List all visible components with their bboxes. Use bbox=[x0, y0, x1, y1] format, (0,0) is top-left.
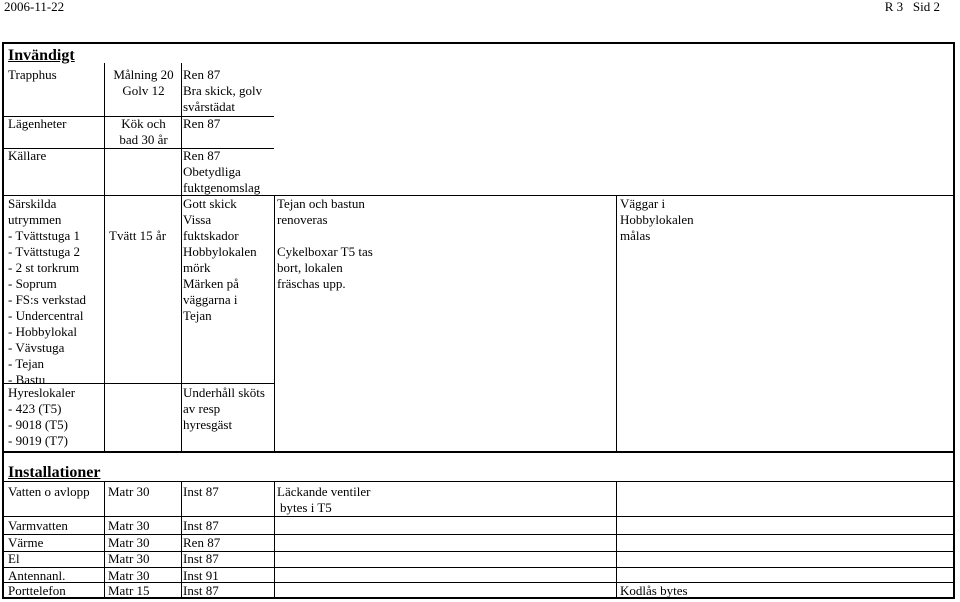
cell-line: utrymmen bbox=[8, 212, 62, 227]
column-divider bbox=[274, 481, 275, 599]
room-name-hyreslokaler bbox=[8, 385, 75, 449]
column-divider bbox=[104, 63, 105, 451]
cell-line: Särskilda bbox=[8, 196, 57, 211]
section-title-installationer: Installationer bbox=[8, 464, 101, 481]
column-divider bbox=[616, 481, 617, 599]
installation-name: Porttelefon bbox=[8, 583, 66, 598]
cell-line: Underhåll sköts bbox=[183, 385, 265, 400]
installation-material: Matr 30 bbox=[108, 518, 150, 533]
room-name-sarskilda-utrymmen bbox=[8, 196, 86, 388]
section-divider bbox=[4, 451, 955, 453]
cell-line: Ren 87 bbox=[183, 116, 221, 131]
lagenheter-condition bbox=[183, 116, 220, 132]
cell-line: fuktgenomslag bbox=[183, 180, 261, 195]
cell-line: Bra skick, golv bbox=[183, 83, 263, 98]
cell-line: Obetydliga bbox=[183, 164, 241, 179]
row-divider bbox=[4, 383, 274, 384]
cell-line: Vissa bbox=[183, 212, 212, 227]
installation-material: Matr 30 bbox=[108, 568, 150, 583]
installation-status: Inst 87 bbox=[183, 583, 219, 598]
cell-line: - 423 (T5) bbox=[8, 401, 62, 416]
cell-line: Väggar i bbox=[620, 196, 666, 211]
cell-line: Gott skick bbox=[183, 196, 237, 211]
cell-line: bort, lokalen bbox=[277, 260, 343, 275]
cell-line: Hyreslokaler bbox=[8, 385, 76, 400]
cell-line: Ren 87 bbox=[183, 148, 221, 163]
installation-name: Antennanl. bbox=[8, 568, 66, 583]
installation-status: Ren 87 bbox=[183, 535, 221, 550]
column-divider bbox=[616, 195, 617, 451]
cell-line: - 2 st torkrum bbox=[8, 260, 80, 275]
section-title-invandigt: Invändigt bbox=[8, 47, 75, 64]
cell-line: - Undercentral bbox=[8, 308, 84, 323]
cell-line: Hobbylokalen bbox=[183, 244, 257, 259]
sarskilda-planned-renovation bbox=[277, 196, 365, 228]
cell-line: - Tvättstuga 1 bbox=[8, 228, 80, 243]
row-divider bbox=[4, 516, 955, 517]
sarskilda-condition bbox=[183, 196, 257, 324]
column-divider bbox=[181, 63, 182, 451]
row-divider bbox=[4, 195, 955, 196]
cell-line: väggarna i bbox=[183, 292, 238, 307]
cell-line: Golv 12 bbox=[122, 83, 165, 98]
cell-line: Märken på bbox=[183, 276, 239, 291]
installation-status: Inst 87 bbox=[183, 518, 219, 533]
hyreslokaler-condition bbox=[183, 385, 265, 433]
cell-line: - 9019 (T7) bbox=[8, 433, 68, 448]
cell-line: - Bastu bbox=[8, 372, 46, 387]
room-name-trapphus: Trapphus bbox=[8, 67, 57, 82]
cell-line: - Soprum bbox=[8, 276, 57, 291]
cell-line: Tejan och bastun bbox=[277, 196, 365, 211]
cell-line: - Tejan bbox=[8, 356, 45, 371]
installation-material: Matr 30 bbox=[108, 551, 150, 566]
cell-line: - Vävstuga bbox=[8, 340, 65, 355]
cell-line: hyresgäst bbox=[183, 417, 233, 432]
installation-note bbox=[277, 484, 370, 516]
trapphus-condition bbox=[183, 67, 262, 115]
installation-status: Inst 87 bbox=[183, 551, 219, 566]
installation-status: Inst 87 bbox=[183, 484, 219, 499]
cell-line: bad 30 år bbox=[119, 132, 168, 147]
cell-line: av resp bbox=[183, 401, 221, 416]
page-number: R 3 Sid 2 bbox=[884, 0, 940, 14]
installation-note: Kodlås bytes bbox=[620, 583, 688, 598]
installation-name: Vatten o avlopp bbox=[8, 484, 90, 499]
cell-line: Målning 20 bbox=[113, 67, 174, 82]
document-date: 2006-11-22 bbox=[4, 0, 65, 14]
cell-line: bytes i T5 bbox=[280, 500, 332, 515]
column-divider bbox=[274, 195, 275, 451]
row-divider bbox=[4, 481, 955, 482]
installation-status: Inst 91 bbox=[183, 568, 219, 583]
cell-line: - FS:s verkstad bbox=[8, 292, 86, 307]
installation-material: Matr 15 bbox=[108, 583, 150, 598]
cell-line: Cykelboxar T5 tas bbox=[277, 244, 373, 259]
installation-name: Varmvatten bbox=[8, 518, 68, 533]
cell-line: Ren 87 bbox=[183, 67, 221, 82]
cell-line: mörk bbox=[183, 260, 211, 275]
installation-material: Matr 30 bbox=[108, 484, 150, 499]
cell-line: - 9018 (T5) bbox=[8, 417, 68, 432]
installation-name: Värme bbox=[8, 535, 44, 550]
cell-line: fräschas upp. bbox=[277, 276, 346, 291]
cell-line: - Tvättstuga 2 bbox=[8, 244, 80, 259]
installation-name: El bbox=[8, 551, 20, 566]
cell-line: målas bbox=[620, 228, 651, 243]
room-name-kallare: Källare bbox=[8, 148, 47, 163]
cell-line: svårstädat bbox=[183, 99, 235, 114]
lagenheter-maintenance bbox=[106, 116, 181, 148]
sarskilda-planned-bike-storage bbox=[277, 244, 373, 292]
installation-material: Matr 30 bbox=[108, 535, 150, 550]
sarskilda-wall-note bbox=[620, 196, 694, 244]
kallare-condition bbox=[183, 148, 260, 196]
cell-line: - Hobbylokal bbox=[8, 324, 77, 339]
cell-line: Hobbylokalen bbox=[620, 212, 694, 227]
inspection-table bbox=[2, 42, 955, 599]
column-divider bbox=[104, 481, 105, 599]
room-name-lagenheter: Lägenheter bbox=[8, 116, 67, 131]
cell-line: Läckande ventiler bbox=[277, 484, 371, 499]
cell-line: renoveras bbox=[277, 212, 328, 227]
tvatt-maintenance: Tvätt 15 år bbox=[109, 228, 167, 243]
cell-line: Tejan bbox=[183, 308, 212, 323]
cell-line: Kök och bbox=[121, 116, 166, 131]
cell-line: fuktskador bbox=[183, 228, 239, 243]
column-divider bbox=[181, 481, 182, 599]
trapphus-maintenance bbox=[106, 67, 181, 99]
